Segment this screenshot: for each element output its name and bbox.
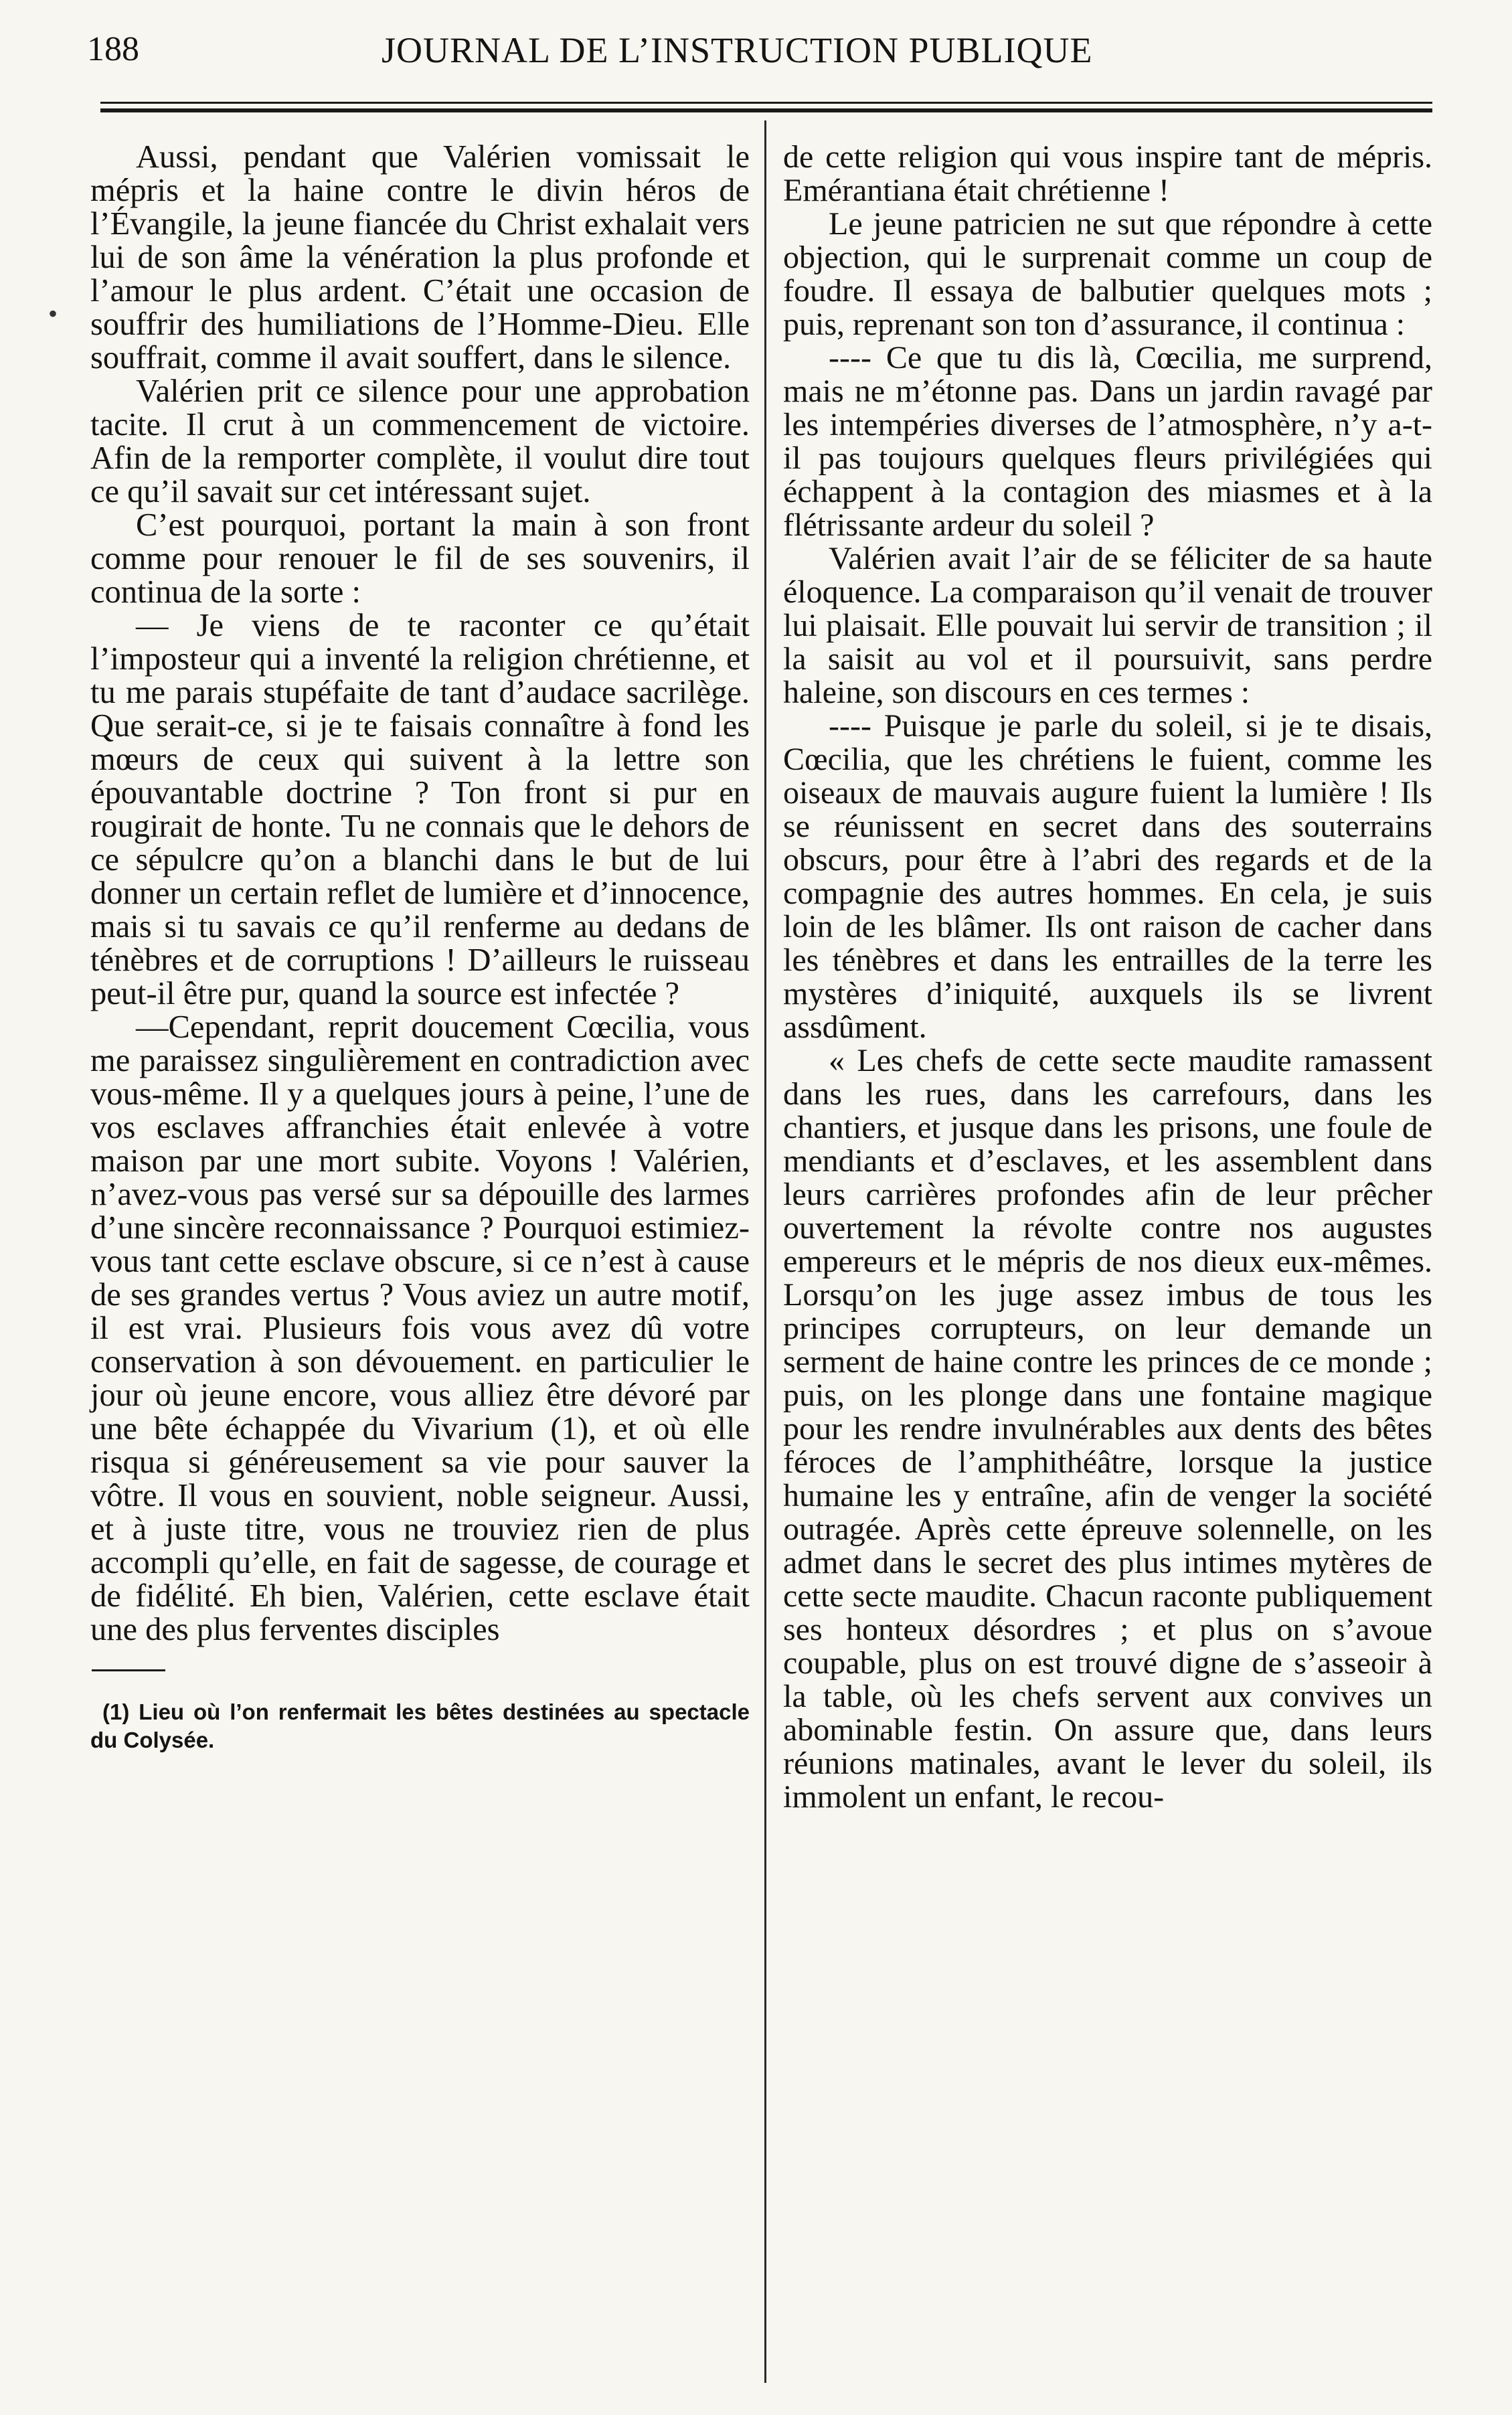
margin-dot: • bbox=[48, 299, 58, 329]
paragraph: de cette religion qui vous inspire tant de mépris. Emérantiana était chrétienne ! bbox=[783, 139, 1432, 208]
paragraph: — Je viens de te raconter ce qu’était l’imposteur qui a inventé la religion chrétienne, et tu me parais stupéfaite de tant d’audace sacrilège. Que serait-ce, si je te faisais connaître à fond les mœurs de ceux qui suivent à la lettre son épouvantable doctrine ? Ton front si pur en rougirait de honte. Tu ne connais que le dehors de ce sépulcre qu’on a blanchi dans le but de lui donner un certain reflet de lumière et d’innocence, mais si tu savais ce qu’il renferme au dedans de ténèbres et de corruptions ! D’ailleurs le ruisseau peut-il être pur, quand la source est infectée ? bbox=[90, 608, 750, 1011]
column-divider bbox=[764, 120, 766, 2383]
paragraph: Valérien avait l’air de se féliciter de sa haute éloquence. La comparaison qu’il venait de trouver lui plaisait. Elle pouvait lui servir de transition ; il la saisit au vol et il poursuivit, sans perdre haleine, son discours en ces termes : bbox=[783, 541, 1432, 710]
page-header bbox=[87, 25, 1432, 79]
paragraph: Aussi, pendant que Valérien vomissait le mépris et la haine contre le divin héros de l’Évangile, la jeune fiancée du Christ exhalait vers lui de son âme la vénération la plus profonde et l’amour le plus ardent. C’était une occasion de souffrir des humiliations de l’Homme-Dieu. Elle souffrait, comme il avait souffert, dans le silence. bbox=[90, 139, 750, 376]
paragraph: « Les chefs de cette secte maudite ramassent dans les rues, dans les carrefours, dans les chantiers, et jusque dans les prisons, une foule de mendiants et d’esclaves, et les assemblent dans leurs carrières profondes afin de leur prêcher ouvertement la révolte contre nos augustes empereurs et le mépris de nos dieux eux-mêmes. Lorsqu’on les juge assez imbus de tous les principes corrupteurs, on leur demande un serment de haine contre les princes de ce monde ; puis, on les plonge dans une fontaine magique pour les rendre invulnérables aux dents des bêtes féroces de l’amphithéâtre, lorsque la justice humaine les y entraîne, afin de venger la société outragée. Après cette épreuve solennelle, on les admet dans le secret des plus intimes mytères de cette secte maudite. Chacun raconte publiquement ses honteux désordres ; et plus on s’avoue coupable, plus on est trouvé digne de s’asseoir à la table, où les chefs servent aux convives un abominable festin. On assure que, dans leurs réunions matinales, avant le lever du soleil, ils immolent un enfant, le recou- bbox=[783, 1043, 1432, 1815]
footnote-separator bbox=[92, 1669, 165, 1671]
paragraph: ---- Ce que tu dis là, Cœcilia, me surprend, mais ne m’étonne pas. Dans un jardin ravagé par les intempéries diverses de l’atmosphère, n’y a-t-il pas toujours quelques fleurs privilégiées qui échappent à la contagion des miasmes et à la flétrissante ardeur du soleil ? bbox=[783, 340, 1432, 543]
paragraph: Le jeune patricien ne sut que répondre à cette objection, qui le surprenait comme un coup de foudre. Il essaya de balbutier quelques mots ; puis, reprenant son ton d’assurance, il continua : bbox=[783, 206, 1432, 342]
header-rule-thick bbox=[100, 108, 1432, 112]
paragraph: Valérien prit ce silence pour une approbation tacite. Il crut à un commencement de victoire. Afin de la remporter complète, il voulut dire tout ce qu’il savait sur cet intéressant sujet. bbox=[90, 373, 750, 509]
right-column bbox=[783, 141, 1432, 1814]
page-number: 188 bbox=[87, 30, 139, 68]
footnote: (1) Lieu où l’on renfermait les bêtes destinées au spectacle du Colysée. bbox=[90, 1699, 750, 1752]
paragraph: ---- Puisque je parle du soleil, si je te disais, Cœcilia, que les chrétiens le fuient, comme les oiseaux de mauvais augure fuient la lumière ! Ils se réunissent en secret dans des souterrains obscurs, pour être à l’abri des regards et de la compagnie des autres hommes. En cela, je suis loin de les blâmer. Ils ont raison de cacher dans les ténèbres et dans les entrailles de la terre les mystères d’iniquité, auxquels ils se livrent assdûment. bbox=[783, 708, 1432, 1045]
header-rule-thin bbox=[100, 102, 1432, 104]
paragraph: C’est pourquoi, portant la main à son front comme pour renouer le fil de ses souvenirs, il continua de la sorte : bbox=[90, 507, 750, 610]
running-title: JOURNAL DE L’INSTRUCTION PUBLIQUE bbox=[382, 30, 1093, 70]
left-column bbox=[90, 141, 750, 1754]
paragraph: —Cependant, reprit doucement Cœcilia, vous me paraissez singulièrement en contradiction avec vous-même. Il y a quelques jours à peine, l’une de vos esclaves affranchies était enlevée à votre maison par une mort subite. Voyons ! Valérien, n’avez-vous pas versé sur sa dépouille des larmes d’une sincère reconnaissance ? Pourquoi estimiez-vous tant cette esclave obscure, si ce n’est à cause de ses grandes vertus ? Vous aviez un autre motif, il est vrai. Plusieurs fois vous avez dû votre conservation à son dévouement. en particulier le jour où jeune encore, vous alliez être dévoré par une bête échappée du Vivarium (1), et où elle risqua si généreusement sa vie pour sauver la vôtre. Il vous en souvient, noble seigneur. Aussi, et à juste titre, vous ne trouviez rien de plus accompli qu’elle, en fait de sagesse, de courage et de fidélité. Eh bien, Valérien, cette esclave était une des plus ferventes disciples bbox=[90, 1009, 750, 1647]
